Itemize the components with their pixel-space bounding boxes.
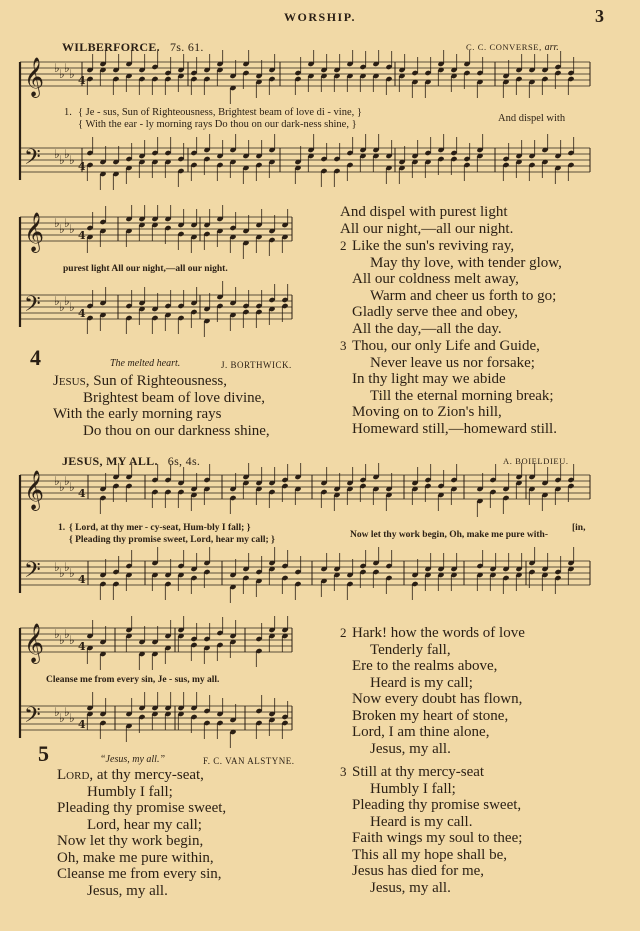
verse-line bbox=[340, 338, 557, 355]
flat-icon: ♭ bbox=[69, 153, 75, 167]
verse-line bbox=[340, 421, 557, 438]
underlay-tail: And dispel with bbox=[498, 113, 566, 124]
hymn-5-stanza-2 bbox=[340, 625, 525, 757]
flat-icon: ♭ bbox=[59, 67, 65, 81]
verse-line bbox=[340, 304, 562, 321]
verse-line bbox=[340, 847, 522, 864]
verse-line-text: Broken my heart of stone, bbox=[352, 707, 509, 724]
hymn-number-5: 5 bbox=[38, 741, 49, 766]
music-system-4 bbox=[0, 616, 300, 756]
verse-line-text: Lord, hear my call; bbox=[87, 816, 202, 833]
flat-icon: ♭ bbox=[54, 560, 60, 574]
verse-line-text: Heard is my call; bbox=[370, 674, 473, 691]
underlay-line-1: { Je - sus, Sun of Righteousness, Brightest beam of love di - vine, } bbox=[78, 107, 362, 118]
verse-line-text: Hark! how the words of love bbox=[352, 625, 525, 641]
verse-line-text: This all my hope shall be, bbox=[352, 846, 507, 863]
flat-icon: ♭ bbox=[59, 153, 65, 167]
verse-line-text: Humbly I fall; bbox=[370, 780, 456, 797]
flat-icon: ♭ bbox=[59, 633, 65, 647]
treble-clef-icon: 𝄞 bbox=[24, 57, 45, 97]
stanza-number: 3 bbox=[340, 338, 347, 353]
verse-line bbox=[57, 866, 226, 883]
treble-clef-icon: 𝄞 bbox=[24, 623, 45, 663]
verse-line-text: Jesus has died for me, bbox=[352, 863, 485, 879]
verse-line-text: Oh, make me pure within, bbox=[57, 849, 214, 866]
flat-icon: ♭ bbox=[54, 705, 60, 719]
hymn-4-stanza-2 bbox=[340, 238, 562, 337]
verse-line-text: Jesus, my all. bbox=[370, 879, 451, 896]
flat-icon: ♭ bbox=[54, 147, 60, 161]
page-number: 3 bbox=[595, 6, 604, 26]
verse-line-text: Warm and cheer us forth to go; bbox=[370, 287, 557, 304]
flat-icon: ♭ bbox=[54, 294, 60, 308]
verse-line-text: Tenderly fall, bbox=[370, 641, 451, 658]
flat-icon: ♭ bbox=[64, 216, 70, 230]
verse-line bbox=[340, 863, 522, 880]
verse-line-text: Pleading thy promise sweet, bbox=[352, 797, 522, 813]
verse-line bbox=[340, 255, 562, 272]
underlay-system-4: Cleanse me from every sin, Je - sus, my all. bbox=[46, 675, 220, 685]
verse-line-text: Lord, at thy mercy-seat, bbox=[57, 767, 204, 783]
verse-label-2: 1. bbox=[58, 523, 66, 533]
time-signature: 4 bbox=[78, 160, 86, 173]
verse-line bbox=[340, 797, 522, 814]
verse-line bbox=[340, 321, 562, 338]
bass-clef-icon: 𝄢 bbox=[24, 558, 41, 588]
verse-line-text: Thou, our only Life and Guide, bbox=[352, 338, 540, 354]
flat-icon: ♭ bbox=[69, 67, 75, 81]
time-signature: 4 bbox=[78, 229, 86, 242]
flat-icon: ♭ bbox=[59, 711, 65, 725]
verse-line-text: Heard is my call. bbox=[370, 813, 473, 830]
verse-line-text: Homeward still,—homeward still. bbox=[352, 420, 557, 437]
treble-clef-icon: 𝄞 bbox=[24, 470, 45, 510]
verse-line bbox=[340, 830, 522, 847]
verse-line-text: Jesus, my all. bbox=[87, 882, 168, 899]
flat-icon: ♭ bbox=[59, 300, 65, 314]
verse-line-text: Pleading thy promise sweet, bbox=[57, 800, 227, 816]
verse-line-text: Cleanse me from every sin, bbox=[57, 866, 222, 882]
tune-name: WILBERFORCE. bbox=[62, 40, 160, 54]
flat-icon: ♭ bbox=[59, 222, 65, 236]
music-system-2 bbox=[0, 205, 300, 345]
verse-line bbox=[340, 724, 525, 741]
verse-line-text: Now every doubt has flown, bbox=[352, 691, 523, 707]
flat-icon: ♭ bbox=[64, 705, 70, 719]
verse-line-text: Moving on to Zion's hill, bbox=[352, 404, 502, 420]
verse-line bbox=[340, 708, 525, 725]
hymn-4-subtitle: The melted heart. bbox=[110, 358, 181, 369]
flat-icon: ♭ bbox=[64, 147, 70, 161]
flat-icon: ♭ bbox=[69, 300, 75, 314]
verse-line bbox=[53, 390, 270, 407]
hymn-number-4: 4 bbox=[30, 345, 41, 370]
hymn-5-subtitle: “Jesus, my all.” bbox=[100, 754, 165, 765]
verse-line-text: Brightest beam of love divine, bbox=[83, 389, 266, 406]
tune-name-2: JESUS, MY ALL. bbox=[62, 454, 158, 468]
flat-icon: ♭ bbox=[64, 627, 70, 641]
tune-composer-2: A. BOIELDIEU. bbox=[503, 456, 569, 466]
verse-line-text: Still at thy mercy-seat bbox=[352, 764, 485, 780]
verse-line-text: With the early morning rays bbox=[53, 406, 222, 422]
verse-line bbox=[340, 288, 562, 305]
flat-icon: ♭ bbox=[54, 474, 60, 488]
verse-line bbox=[53, 406, 270, 423]
treble-clef-icon: 𝄞 bbox=[24, 212, 45, 252]
verse-line-text: All the day,—all the day. bbox=[352, 320, 502, 337]
flat-icon: ♭ bbox=[64, 560, 70, 574]
hymn-5-subtitle-line bbox=[100, 754, 165, 765]
underlay-system-2: purest light All our night,—all our night. bbox=[63, 264, 228, 274]
verse-line bbox=[57, 817, 226, 834]
hymn-5-stanza-1 bbox=[57, 767, 226, 899]
arranger-name: C. C. CONVERSE, bbox=[466, 42, 542, 52]
verse-line-text: Do thou on our darkness shine, bbox=[83, 422, 270, 439]
verse-line-text: In thy light may we abide bbox=[352, 371, 506, 387]
hymn-4-stanza-3 bbox=[340, 338, 557, 437]
hymn-4-stanza-1 bbox=[53, 373, 270, 439]
verse-line-text: Ere to the realms above, bbox=[352, 658, 498, 674]
flat-icon: ♭ bbox=[54, 61, 60, 75]
verse-line bbox=[57, 784, 226, 801]
verse-line bbox=[340, 642, 525, 659]
verse-line bbox=[340, 271, 562, 288]
underlay-line-3: { Lord, at thy mer - cy-seat, Hum-bly I fall; } bbox=[69, 523, 251, 533]
verse-line bbox=[340, 781, 522, 798]
verse-line-text: Humbly I fall; bbox=[87, 783, 173, 800]
underlay-end-2: [in, bbox=[572, 523, 586, 533]
verse-line-text: And dispel with purest light bbox=[340, 204, 508, 220]
verse-line-text: Lord, I am thine alone, bbox=[352, 724, 490, 740]
underlay-line-4: { Pleading thy promise sweet, Lord, hear my call; } bbox=[69, 535, 275, 545]
flat-icon: ♭ bbox=[64, 61, 70, 75]
verse-line bbox=[340, 764, 522, 781]
verse-line bbox=[340, 371, 557, 388]
tune-meter: 7s. 61. bbox=[169, 40, 204, 54]
flat-icon: ♭ bbox=[59, 566, 65, 580]
flat-icon: ♭ bbox=[69, 222, 75, 236]
verse-line bbox=[340, 658, 525, 675]
flat-icon: ♭ bbox=[69, 633, 75, 647]
verse-line bbox=[340, 204, 513, 221]
verse-line bbox=[57, 850, 226, 867]
hymn-4-subtitle-line bbox=[110, 358, 180, 369]
tune-meter-2: 6s, 4s. bbox=[167, 454, 201, 468]
flat-icon: ♭ bbox=[54, 627, 60, 641]
time-signature: 4 bbox=[78, 74, 86, 87]
verse-line bbox=[340, 675, 525, 692]
verse-line bbox=[340, 691, 525, 708]
verse-line-text: Jesus, Sun of Righteousness, bbox=[53, 373, 228, 389]
verse-line-text: Gladly serve thee and obey, bbox=[352, 304, 519, 320]
verse-line-text: Like the sun's reviving ray, bbox=[352, 238, 515, 254]
verse-line-text: All our night,—all our night. bbox=[340, 220, 514, 237]
stanza-number: 2 bbox=[340, 625, 347, 640]
verse-line bbox=[57, 883, 226, 900]
arranger-suffix: arr. bbox=[544, 42, 559, 53]
underlay-tail-2: Now let thy work begin, Oh, make me pure with- bbox=[350, 530, 549, 540]
verse-line bbox=[53, 423, 270, 440]
hymn-5-stanza-3 bbox=[340, 764, 522, 896]
flat-icon: ♭ bbox=[64, 294, 70, 308]
flat-icon: ♭ bbox=[54, 216, 60, 230]
verse-label-1: 1. bbox=[64, 107, 72, 118]
hymn-5-author: F. C. VAN ALSTYNE. bbox=[203, 756, 295, 766]
verse-line-text: May thy love, with tender glow, bbox=[370, 254, 562, 271]
verse-line bbox=[340, 741, 525, 758]
hymn-4-author: J. BORTHWICK. bbox=[221, 360, 292, 370]
verse-line-text: Jesus, my all. bbox=[370, 740, 451, 757]
running-header: WORSHIP. bbox=[284, 10, 356, 24]
flat-icon: ♭ bbox=[69, 566, 75, 580]
stanza-number: 3 bbox=[340, 764, 347, 779]
verse-line bbox=[340, 880, 522, 897]
bass-clef-icon: 𝄢 bbox=[24, 703, 41, 733]
flat-icon: ♭ bbox=[69, 480, 75, 494]
flat-icon: ♭ bbox=[69, 711, 75, 725]
verse-line bbox=[340, 404, 557, 421]
verse-line-text: Faith wings my soul to thee; bbox=[352, 830, 523, 846]
hymn-4-stanza-1-end bbox=[340, 204, 513, 237]
flat-icon: ♭ bbox=[64, 474, 70, 488]
verse-line bbox=[340, 625, 525, 642]
verse-line bbox=[57, 800, 226, 817]
verse-line bbox=[57, 833, 226, 850]
verse-line-text: Never leave us nor forsake; bbox=[370, 354, 535, 371]
time-signature: 4 bbox=[78, 640, 86, 653]
verse-line-text: Till the eternal morning break; bbox=[370, 387, 554, 404]
time-signature: 4 bbox=[78, 487, 86, 500]
time-signature: 4 bbox=[78, 718, 86, 731]
verse-line-text: Now let thy work begin, bbox=[57, 833, 204, 849]
underlay-line-2: { With the ear - ly morning rays Do thou on our dark-ness shine, } bbox=[78, 119, 357, 130]
verse-line bbox=[340, 238, 562, 255]
verse-line bbox=[53, 373, 270, 390]
verse-line-text: All our coldness melt away, bbox=[352, 271, 519, 287]
bass-clef-icon: 𝄢 bbox=[24, 292, 41, 322]
time-signature: 4 bbox=[78, 307, 86, 320]
stanza-number: 2 bbox=[340, 238, 347, 253]
verse-line bbox=[340, 355, 557, 372]
flat-icon: ♭ bbox=[59, 480, 65, 494]
verse-line bbox=[340, 221, 513, 238]
verse-line bbox=[57, 767, 226, 784]
verse-line bbox=[340, 814, 522, 831]
time-signature: 4 bbox=[78, 573, 86, 586]
verse-line bbox=[340, 388, 557, 405]
bass-clef-icon: 𝄢 bbox=[24, 145, 41, 175]
